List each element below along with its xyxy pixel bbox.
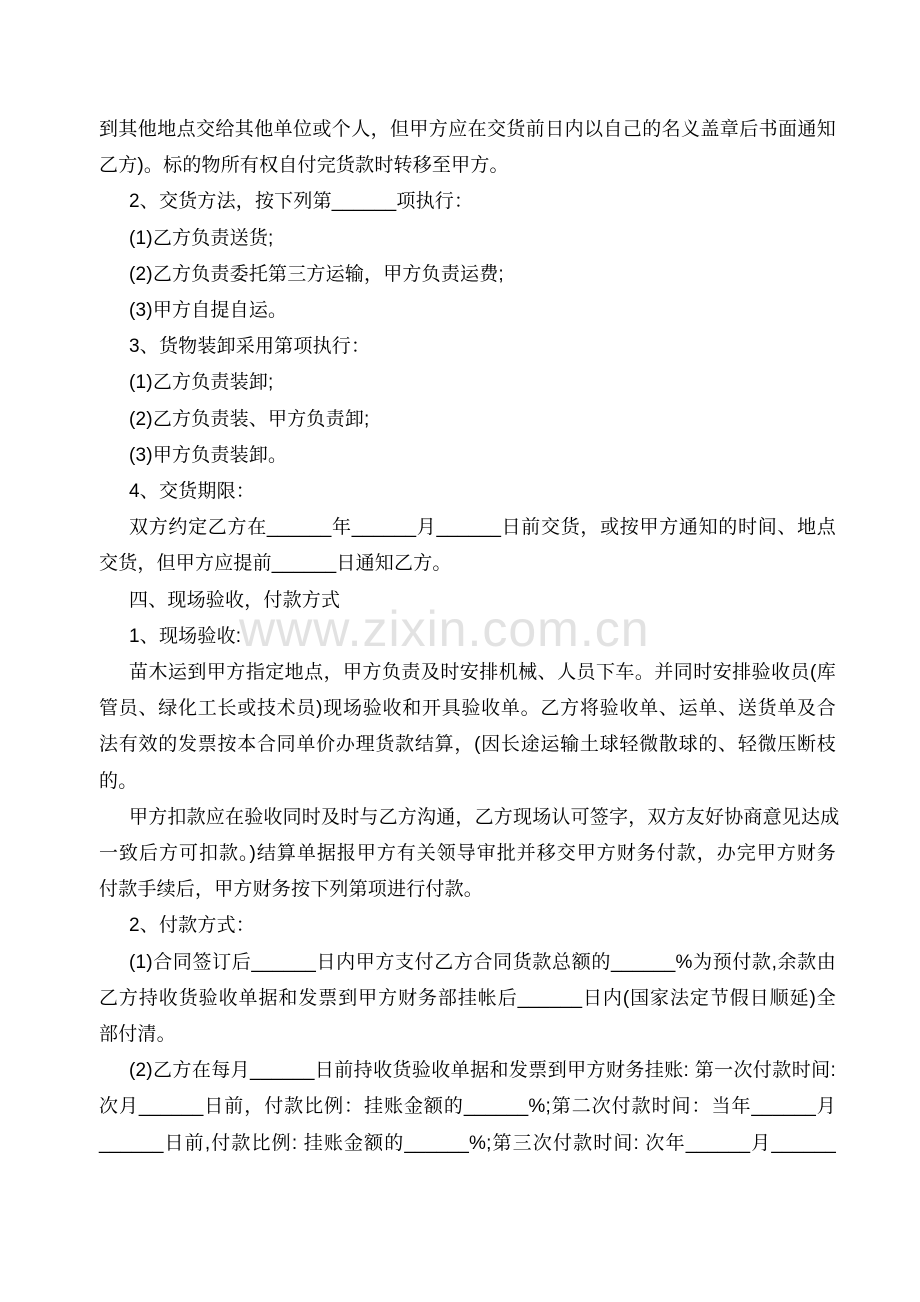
document-line: 的。 xyxy=(99,770,138,792)
document-line: 部付清。 xyxy=(99,1024,176,1046)
document-line: 2、付款方式： xyxy=(129,915,255,937)
document-line: 付款手续后，甲方财务按下列第项进行付款。 xyxy=(99,879,484,901)
document-body xyxy=(99,112,840,1162)
document-line: 3、货物装卸采用第项执行： xyxy=(129,336,371,358)
document-line: 到其他地点交给其他单位或个人，但甲方应在交货前日内以自己的名义盖章后书面通知 xyxy=(99,119,836,140)
document-line: 法有效的发票按本合同单价办理货款结算，(因长途运输土球轻微散球的、轻微压断枝 xyxy=(99,734,836,756)
document-line: 四、现场验收，付款方式 xyxy=(129,589,341,611)
document-line: 双方约定乙方在______年______月______日前交货，或按甲方通知的时间、地点 xyxy=(129,517,836,539)
document-line: 甲方扣款应在验收同时及时与乙方沟通，乙方现场认可签字，双方友好协商意见达成 xyxy=(129,806,840,828)
document-line: 苗木运到甲方指定地点，甲方负责及时安排机械、人员下车。并同时安排验收员(库 xyxy=(129,662,836,684)
document-line: (3)甲方负责装卸。 xyxy=(129,444,288,466)
site-watermark: www.zixin.com.cn xyxy=(239,601,650,657)
document-line: 乙方持收货验收单据和发票到甲方财务部挂帐后______日内(国家法定节假日顺延)全 xyxy=(99,987,836,1009)
document-line: 管员、绿化工长或技术员)现场验收和开具验收单。乙方将验收单、运单、送货单及合 xyxy=(99,698,836,720)
document-line: 一致后方可扣款。)结算单据报甲方有关领导审批并移交甲方财务付款，办完甲方财务 xyxy=(99,843,836,865)
document-line: (3)甲方自提自运。 xyxy=(129,300,288,322)
document-line: (1)乙方负责装卸; xyxy=(129,372,274,394)
document-line: 次月______日前，付款比例：挂账金额的______%;第二次付款时间：当年______月 xyxy=(99,1096,836,1118)
document-line: 2、交货方法，按下列第______项执行： xyxy=(129,191,474,213)
document-line: (1)乙方负责送货; xyxy=(129,227,274,249)
document-line: 乙方)。标的物所有权自付完货款时转移至甲方。 xyxy=(99,155,509,177)
document-line: 1、现场验收: xyxy=(129,625,242,647)
document-line: ______日前,付款比例: 挂账金额的______%;第三次付款时间: 次年______月______ xyxy=(99,1132,836,1154)
document-line: (2)乙方在每月______日前持收货验收单据和发票到甲方财务挂账: 第一次付款时间: xyxy=(129,1060,836,1082)
document-line: 4、交货期限： xyxy=(129,481,255,503)
document-line: 交货，但甲方应提前______日通知乙方。 xyxy=(99,553,452,575)
document-line: (1)合同签订后______日内甲方支付乙方合同货款总额的______%为预付款,余款由 xyxy=(129,951,836,973)
document-line: (2)乙方负责委托第三方运输，甲方负责运费; xyxy=(129,263,504,285)
document-line: (2)乙方负责装、甲方负责卸; xyxy=(129,408,370,430)
